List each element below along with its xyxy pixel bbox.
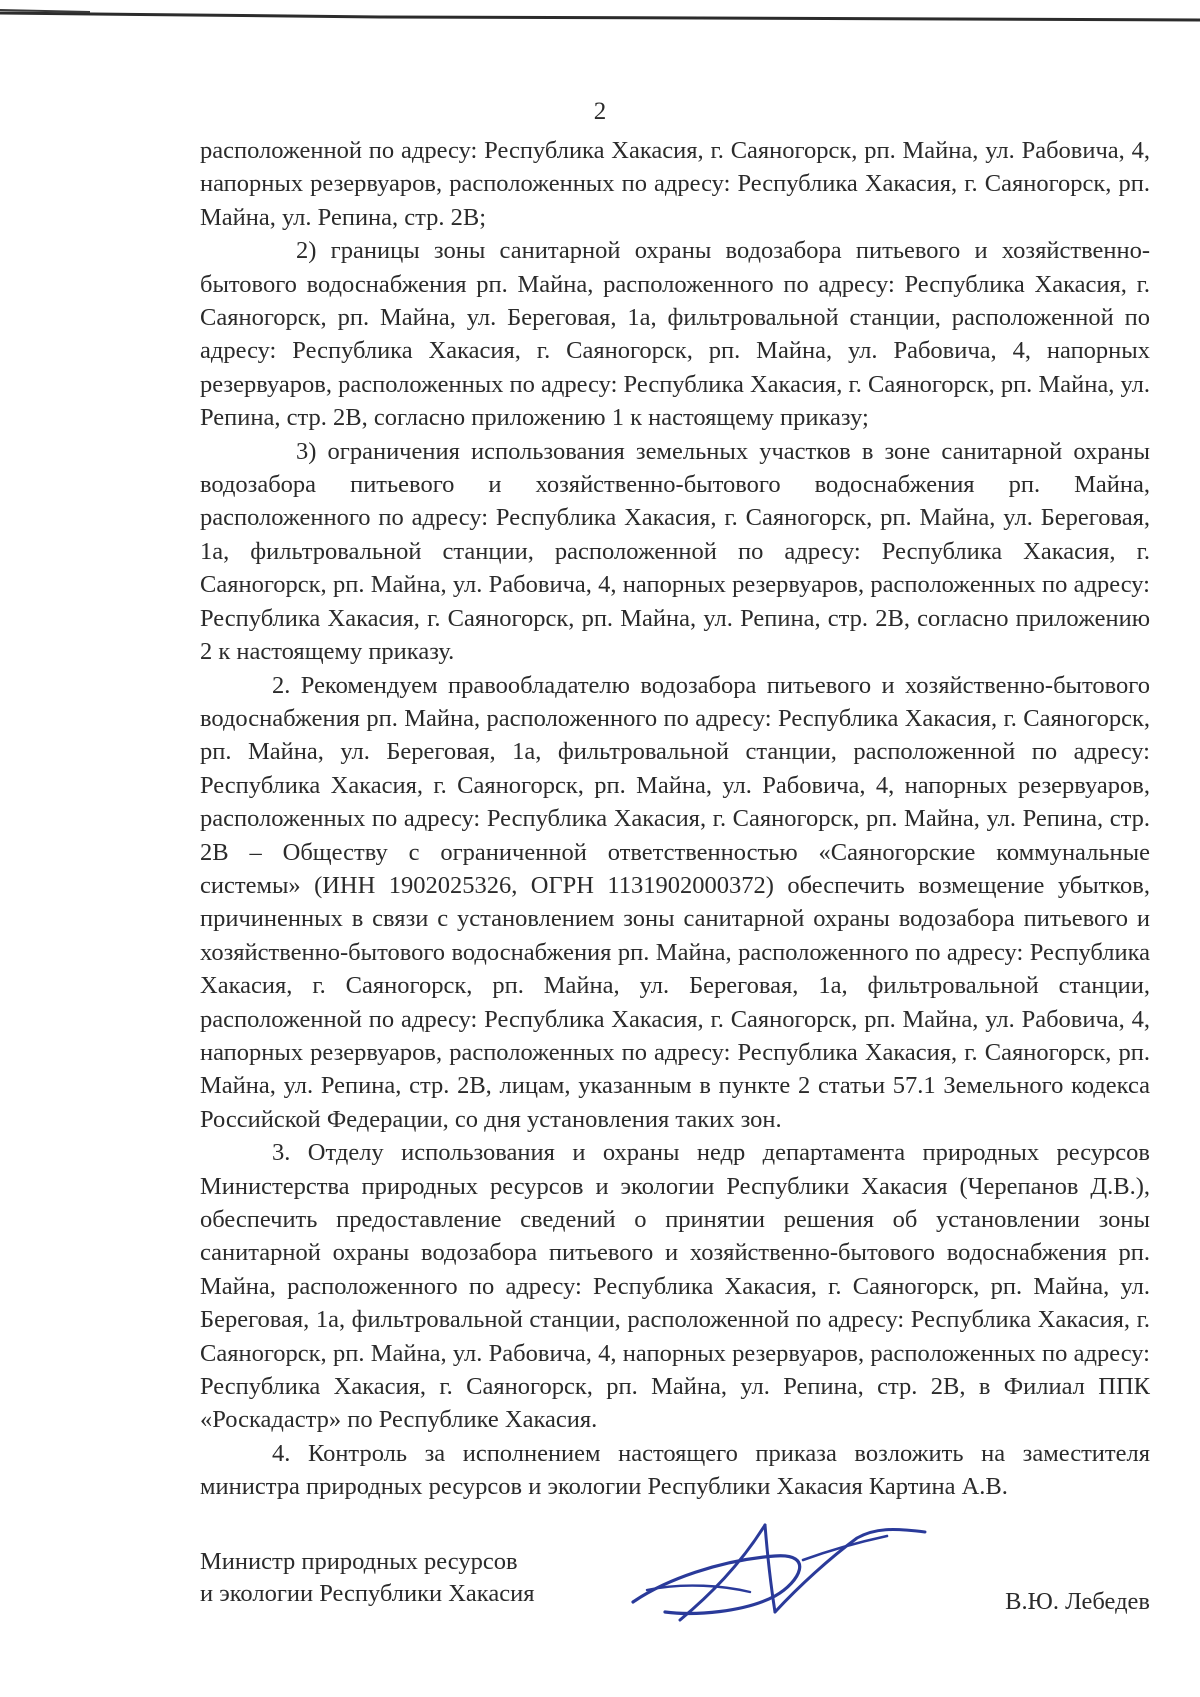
paragraph-continuation: расположенной по адресу: Республика Хакасия, г. Саяногорск, рп. Майна, ул. Рабовича, 4, напорных резервуаров, расположенных по адресу: Республика Хакасия, г. Саяногорск, рп. Майна, ул. Репина, стр. 2В;	[200, 137, 1150, 231]
clause-3-information: 3. Отделу использования и охраны недр департамента природных ресурсов Министерства природных ресурсов и экологии Республики Хакасия (Черепанов Д.В.), обеспечить предоставление сведений о принятии решения об установлении зоны санитарной охраны водозабора питьевого и хозяйственно-бытового водоснабжения рп. Майна, расположенного по адресу: Республика Хакасия, г. Саяногорск, рп. Майна, ул. Береговая, 1а, фильтровальной станции, расположенной по адресу: Республика Хакасия, г. Саяногорск, рп. Майна, ул. Рабовича, 4, напорных резервуаров, расположенных по адресу: Республика Хакасия, г. Саяногорск, рп. Майна, ул. Репина, стр. 2В, в Филиал ППК «Роскадастр» по Республике Хакасия.	[200, 1139, 1150, 1434]
signer-name: В.Ю. Лебедев	[1005, 1588, 1150, 1615]
signer-title	[200, 1546, 534, 1610]
document-body	[200, 134, 1150, 1504]
signer-title-line-2: и экологии Республики Хакасия	[200, 1580, 535, 1607]
subitem-3-land-restrictions: 3) ограничения использования земельных участков в зоне санитарной охраны водозабора питьевого и хозяйственно-бытового водоснабжения рп. Майна, расположенного по адресу: Республика Хакасия, г. Саяногорск, рп. Майна, ул. Береговая, 1а, фильтровальной станции, расположенной по адресу: Республика Хакасия, г. Саяногорск, рп. Майна, ул. Рабовича, 4, напорных резервуаров, расположенных по адресу: Республика Хакасия, г. Саяногорск, рп. Майна, ул. Репина, стр. 2В, согласно приложению 2 к настоящему приказу.	[200, 437, 1150, 666]
handwritten-signature	[625, 1520, 930, 1635]
clause-2-compensation: 2. Рекомендуем правообладателю водозабора питьевого и хозяйственно-бытового водоснабжения рп. Майна, расположенного по адресу: Республика Хакасия, г. Саяногорск, рп. Майна, ул. Береговая, 1а, фильтровальной станции, расположенной по адресу: Республика Хакасия, г. Саяногорск, рп. Майна, ул. Рабовича, 4, напорных резервуаров, расположенных по адресу: Республика Хакасия, г. Саяногорск, рп. Майна, ул. Репина, стр. 2В – Обществу с ограниченной ответственностью «Саяногорские коммунальные системы» (ИНН 1902025326, ОГРН 1131902000372) обеспечить возмещение убытков, причиненных в связи с установлением зоны санитарной охраны водозабора питьевого и хозяйственно-бытового водоснабжения рп. Майна, расположенного по адресу: Республика Хакасия, г. Саяногорск, рп. Майна, ул. Береговая, 1а, фильтровальной станции, расположенной по адресу: Республика Хакасия, г. Саяногорск, рп. Майна, ул. Рабовича, 4, напорных резервуаров, расположенных по адресу: Республика Хакасия, г. Саяногорск, рп. Майна, ул. Репина, стр. 2В, лицам, указанным в пункте 2 статьи 57.1 Земельного кодекса Российской Федерации, со дня установления таких зон.	[200, 671, 1150, 1133]
scan-edge-line	[0, 8, 1200, 22]
page-number: 2	[593, 98, 607, 125]
clause-4-control: 4. Контроль за исполнением настоящего приказа возложить на заместителя министра природных ресурсов и экологии Республики Хакасия Картина А.В.	[200, 1439, 1150, 1501]
signer-title-line-1: Министр природных ресурсов	[200, 1548, 518, 1575]
subitem-2-zone-boundaries: 2) границы зоны санитарной охраны водозабора питьевого и хозяйственно-бытового водоснабжения рп. Майна, расположенного по адресу: Республика Хакасия, г. Саяногорск, рп. Майна, ул. Береговая, 1а, фильтровальной станции, расположенной по адресу: Республика Хакасия, г. Саяногорск, рп. Майна, ул. Рабовича, 4, напорных резервуаров, расположенных по адресу: Республика Хакасия, г. Саяногорск, рп. Майна, ул. Репина, стр. 2В, согласно приложению 1 к настоящему приказу;	[200, 237, 1150, 432]
